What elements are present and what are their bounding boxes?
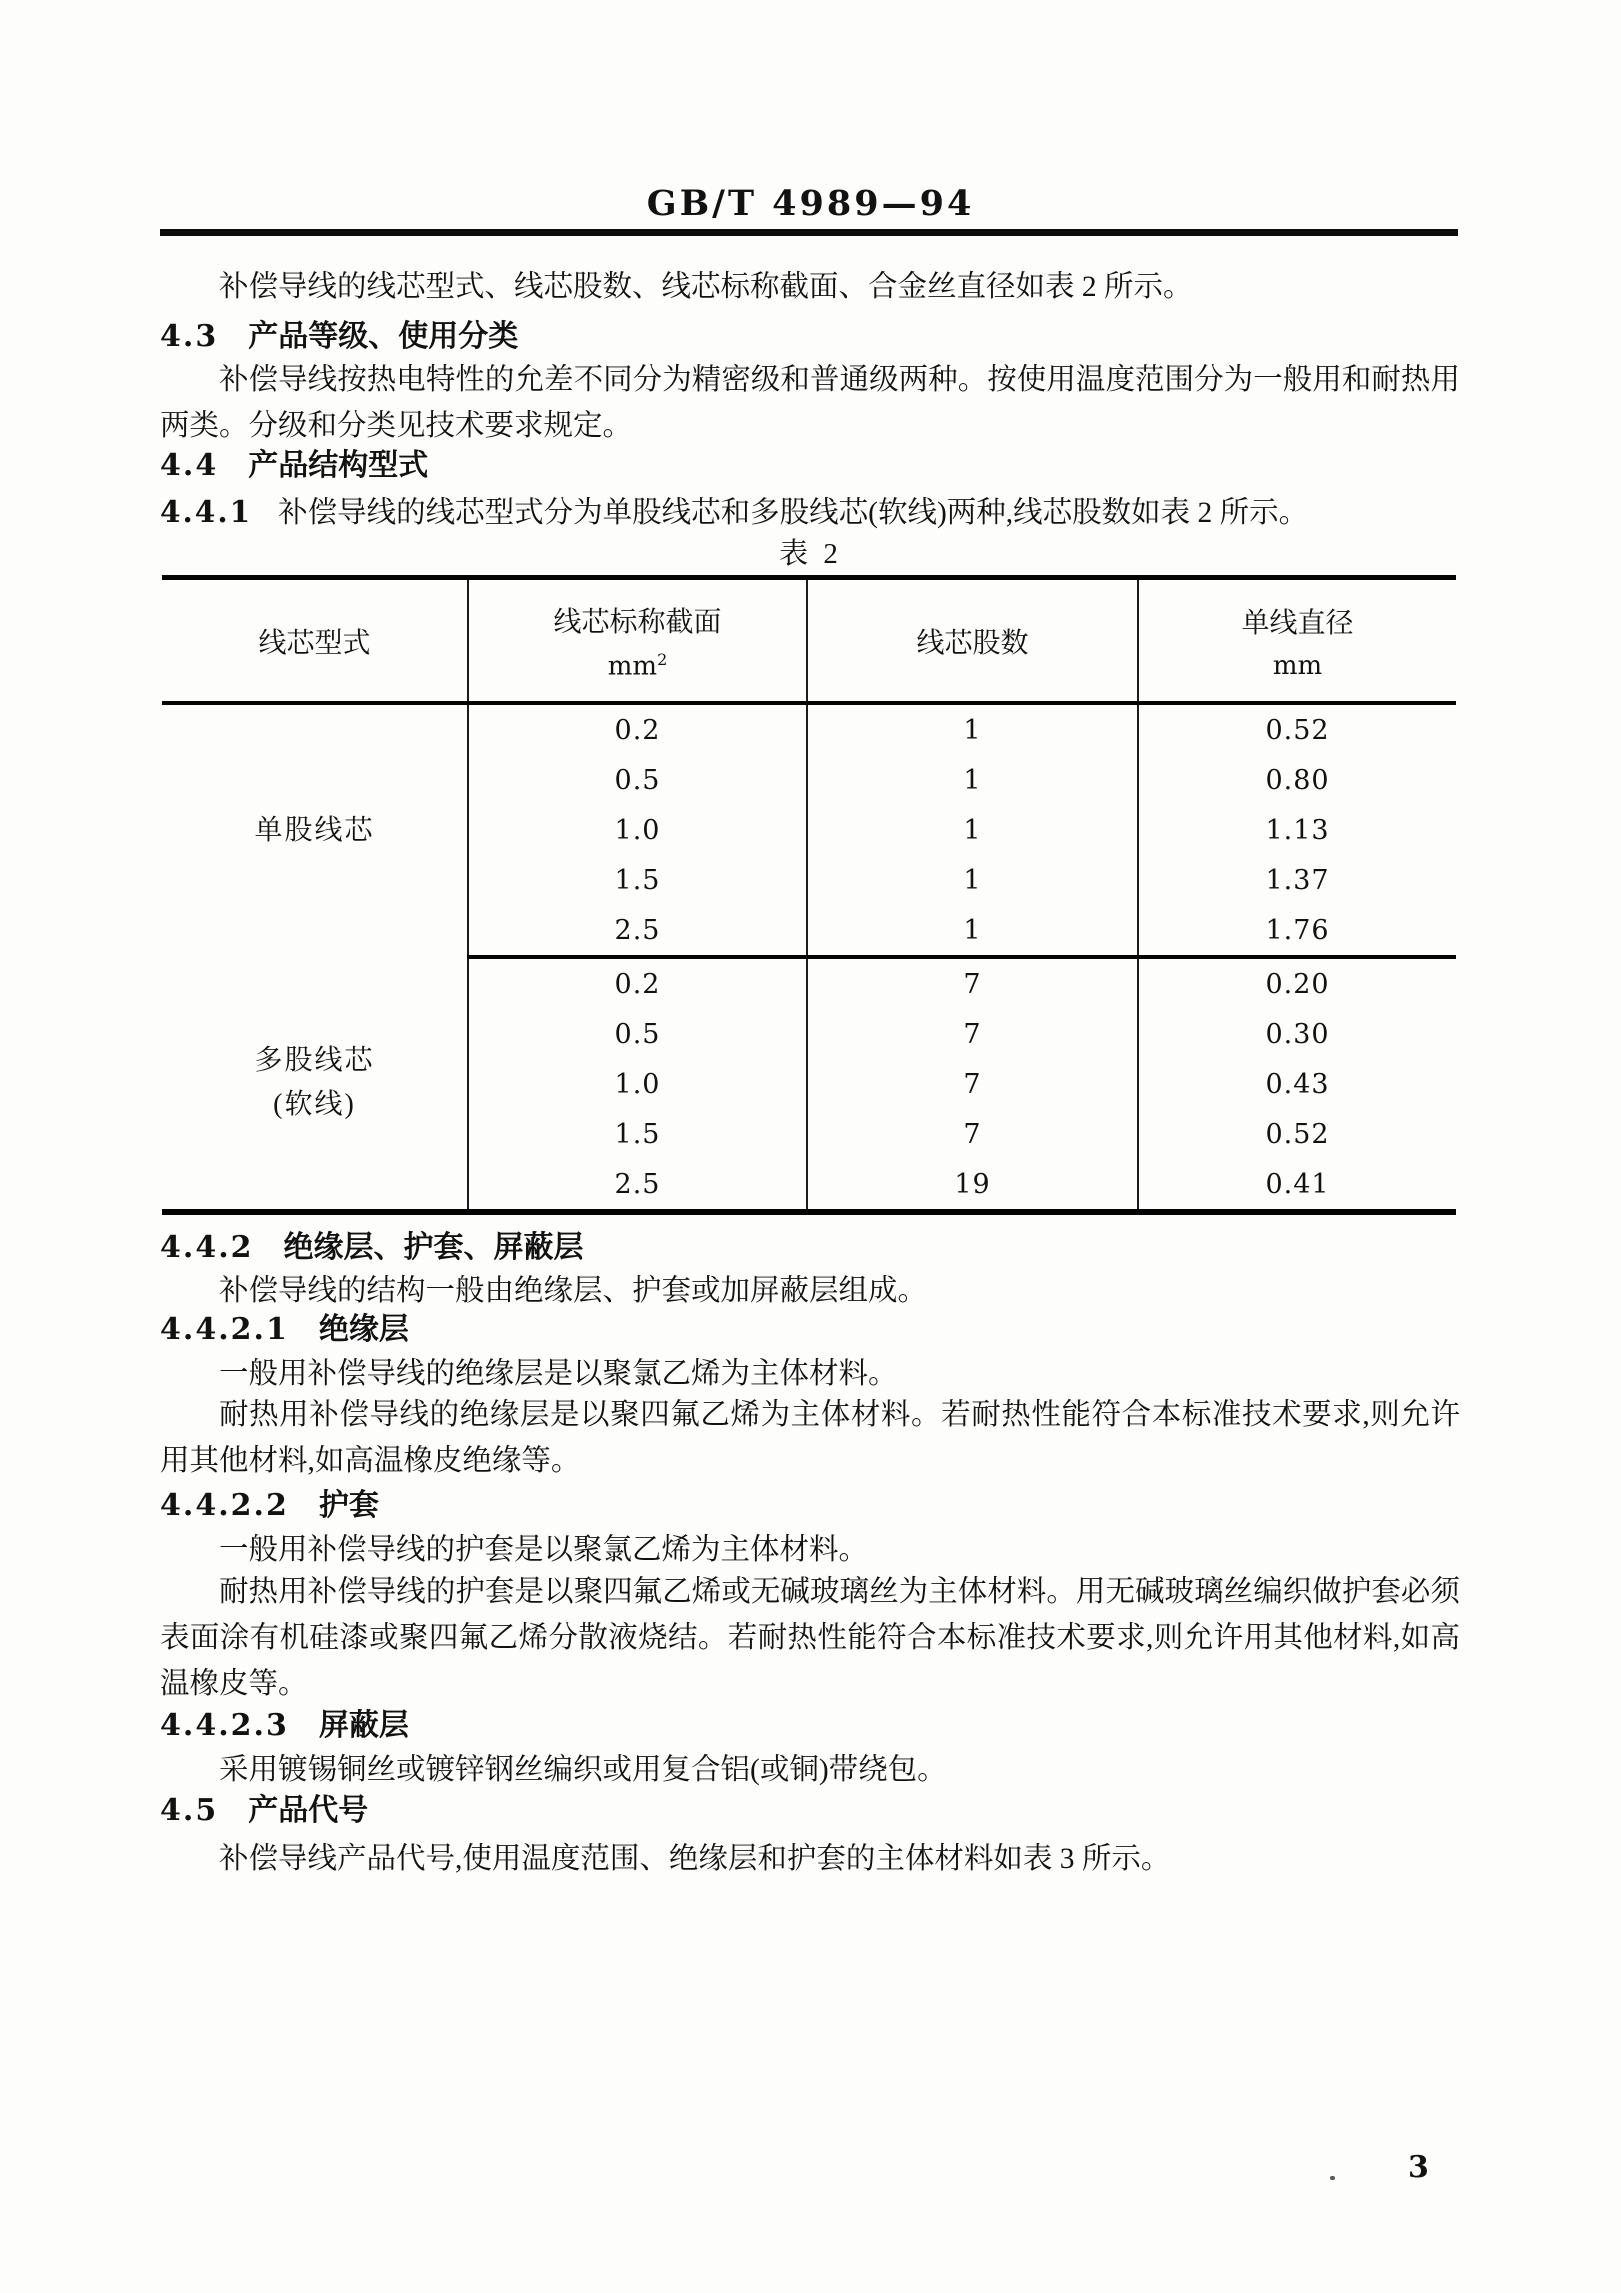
cell-strands: 7 xyxy=(807,1009,1138,1059)
page-number: 3 xyxy=(1408,2150,1429,2185)
row-group-label: 多股线芯 (软线) xyxy=(254,1045,375,1120)
heading-4-4 xyxy=(160,446,1460,486)
table-2-caption: 表 2 xyxy=(779,538,842,570)
paragraph-4-4-2-1-a: 一般用补偿导线的绝缘层是以聚氯乙烯为主体材料。 xyxy=(219,1358,898,1390)
cell-section: 1.0 xyxy=(468,1059,807,1109)
col-header-wire-diameter xyxy=(1138,578,1456,704)
row-group-label: 单股线芯 xyxy=(254,815,375,846)
standard-code-title: GB/T 4989—94 xyxy=(646,183,975,224)
cell-diameter: 0.43 xyxy=(1138,1059,1456,1109)
heading-4-4-2-2 xyxy=(160,1486,1460,1526)
cell-diameter: 0.80 xyxy=(1138,755,1456,805)
col-header-unit: $mm^2$ xyxy=(607,649,668,682)
cell-strands: 1 xyxy=(807,855,1138,905)
cell-section: 0.5 xyxy=(468,755,807,805)
cell-strands: 1 xyxy=(807,703,1138,755)
cell-section: 1.5 xyxy=(468,855,807,905)
cell-section: 0.5 xyxy=(468,1009,807,1059)
cell-section: 0.2 xyxy=(468,957,807,1009)
heading-4-4-2 xyxy=(160,1228,1460,1268)
paragraph-4-4-1 xyxy=(160,489,1460,536)
paragraph-intro: 补偿导线的线芯型式、线芯股数、线芯标称截面、合金丝直径如表 2 所示。 xyxy=(219,271,1193,303)
heading-4-5 xyxy=(160,1791,1460,1831)
header-rule xyxy=(160,229,1458,236)
heading-number: 4.4.2.2 xyxy=(160,1488,289,1523)
cell-diameter: 0.41 xyxy=(1138,1159,1456,1212)
heading-number: 4.4.2 xyxy=(160,1230,254,1265)
cell-strands: 1 xyxy=(807,805,1138,855)
cell-diameter: 1.37 xyxy=(1138,855,1456,905)
clause-text: 补偿导线的线芯型式分为单股线芯和多股线芯(软线)两种,线芯股数如表 2 所示。 xyxy=(278,497,1309,529)
col-header-strand-count: 线芯股数 xyxy=(807,578,1138,704)
paragraph-4-4-2: 补偿导线的结构一般由绝缘层、护套或加屏蔽层组成。 xyxy=(219,1275,928,1307)
cell-section: 1.0 xyxy=(468,805,807,855)
clause-number: 4.4.1 xyxy=(160,494,253,529)
heading-text: 屏蔽层 xyxy=(318,1709,409,1742)
paragraph-4-3: 补偿导线按热电特性的允差不同分为精密级和普通级两种。按使用温度范围分为一般用和耐热用两类。分级和分类见技术要求规定。 xyxy=(160,364,1460,442)
table-2-header xyxy=(162,578,1456,704)
paragraph-4-4-2-2-a: 一般用补偿导线的护套是以聚氯乙烯为主体材料。 xyxy=(219,1534,869,1566)
cell-strands: 1 xyxy=(807,755,1138,805)
cell-diameter: 0.52 xyxy=(1138,703,1456,755)
heading-text: 产品代号 xyxy=(248,1794,369,1827)
paragraph-4-4-2-1-b: 耐热用补偿导线的绝缘层是以聚四氟乙烯为主体材料。若耐热性能符合本标准技术要求,则允许用其他材料,如高温橡皮绝缘等。 xyxy=(160,1399,1460,1477)
paragraph-4-4-2-2-b: 耐热用补偿导线的护套是以聚四氟乙烯或无碱玻璃丝为主体材料。用无碱玻璃丝编织做护套必须表面涂有机硅漆或聚四氟乙烯分散液烧结。若耐热性能符合本标准技术要求,则允许用其他材料,如高温橡皮等。 xyxy=(160,1576,1460,1700)
table-row xyxy=(162,703,1456,755)
table-row xyxy=(162,957,1456,1009)
heading-number: 4.3 xyxy=(160,319,219,354)
col-header-unit: mm xyxy=(1272,650,1323,681)
heading-number: 4.4.2.3 xyxy=(160,1708,289,1743)
table-section-stranded-core xyxy=(162,957,1456,1212)
cell-diameter: 0.52 xyxy=(1138,1109,1456,1159)
cell-section: 0.2 xyxy=(468,703,807,755)
cell-diameter: 1.13 xyxy=(1138,805,1456,855)
table-section-solid-core xyxy=(162,703,1456,957)
col-header-core-type: 线芯型式 xyxy=(162,578,468,704)
cell-strands: 7 xyxy=(807,957,1138,1009)
cell-section: 2.5 xyxy=(468,905,807,957)
heading-number: 4.4.2.1 xyxy=(160,1312,289,1347)
table-2 xyxy=(162,575,1456,1215)
heading-text: 产品等级、使用分类 xyxy=(248,320,519,353)
cell-strands: 7 xyxy=(807,1109,1138,1159)
paragraph-4-5: 补偿导线产品代号,使用温度范围、绝缘层和护套的主体材料如表 3 所示。 xyxy=(219,1843,1171,1875)
cell-diameter: 0.20 xyxy=(1138,957,1456,1009)
heading-number: 4.5 xyxy=(160,1793,219,1828)
cell-strands: 1 xyxy=(807,905,1138,957)
heading-text: 产品结构型式 xyxy=(248,449,429,482)
col-header-title: 单线直径 xyxy=(1241,607,1354,639)
heading-text: 护套 xyxy=(318,1489,379,1522)
cell-strands: 19 xyxy=(807,1159,1138,1212)
scan-speck xyxy=(1330,2176,1335,2180)
paragraph-4-4-2-3: 采用镀锡铜丝或镀锌钢丝编织或用复合铝(或铜)带绕包。 xyxy=(219,1754,947,1786)
cell-section: 1.5 xyxy=(468,1109,807,1159)
col-header-nominal-section xyxy=(468,578,807,704)
heading-text: 绝缘层 xyxy=(318,1313,409,1346)
cell-diameter: 1.76 xyxy=(1138,905,1456,957)
heading-4-4-2-3 xyxy=(160,1706,1460,1746)
cell-diameter: 0.30 xyxy=(1138,1009,1456,1059)
col-header-title: 线芯标称截面 xyxy=(553,606,722,638)
cell-section: 2.5 xyxy=(468,1159,807,1212)
heading-text: 绝缘层、护套、屏蔽层 xyxy=(283,1231,584,1264)
heading-4-4-2-1 xyxy=(160,1310,1460,1350)
heading-number: 4.4 xyxy=(160,448,219,483)
heading-4-3 xyxy=(160,317,1460,357)
cell-strands: 7 xyxy=(807,1059,1138,1109)
